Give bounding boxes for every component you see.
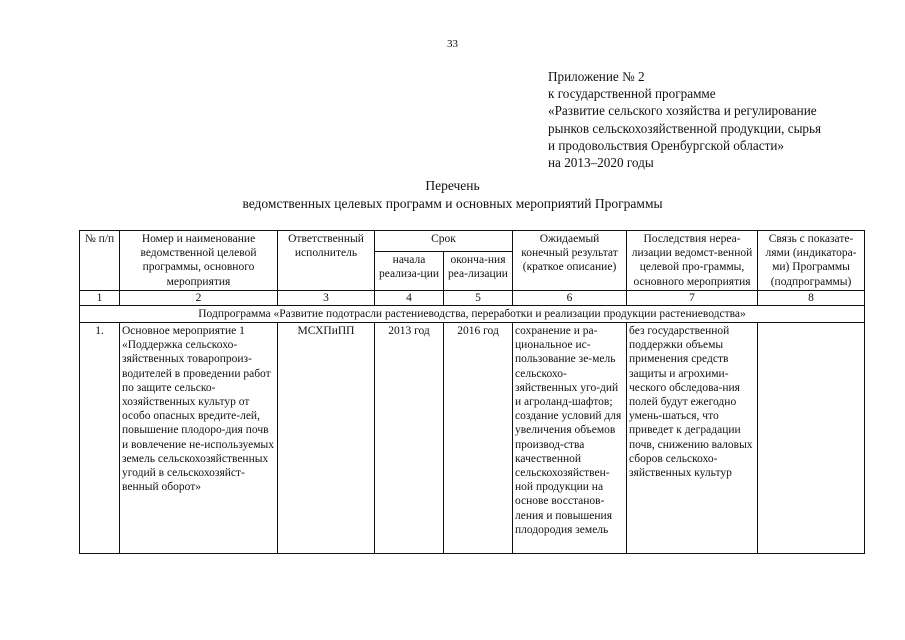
row-start: 2013 год	[375, 323, 444, 554]
row-executor: МСХПиПП	[278, 323, 375, 554]
column-number: 5	[444, 290, 513, 305]
column-number: 4	[375, 290, 444, 305]
column-number: 6	[513, 290, 627, 305]
column-number: 2	[120, 290, 278, 305]
subprogram-title: Подпрограмма «Развитие подотрасли растениеводства, переработки и реализации продукции растениеводства»	[80, 305, 865, 322]
header-term: Срок	[375, 231, 513, 252]
column-number: 1	[80, 290, 120, 305]
row-end: 2016 год	[444, 323, 513, 554]
row-link	[758, 323, 865, 554]
table-row	[80, 323, 865, 554]
appendix-block	[548, 68, 888, 171]
appendix-line: к государственной программе	[548, 86, 716, 102]
appendix-line: и продовольствия Оренбургской области»	[548, 137, 784, 153]
header-num: № п/п	[80, 231, 120, 291]
column-number-row	[80, 290, 865, 305]
header-executor: Ответственный исполнитель	[278, 231, 375, 291]
programs-table	[79, 230, 865, 554]
header-name: Номер и наименование ведомственной целевой программы, основного мероприятия	[120, 231, 278, 291]
header-consequences: Последствия нереа-лизации ведомст-венной целевой про-граммы, основного мероприятия	[627, 231, 758, 291]
subprogram-row	[80, 305, 865, 322]
appendix-line: «Развитие сельского хозяйства и регулирование	[548, 103, 817, 119]
column-number: 8	[758, 290, 865, 305]
header-result: Ожидаемый конечный результат (краткое описание)	[513, 231, 627, 291]
appendix-line: на 2013–2020 годы	[548, 155, 654, 171]
title-line-2: ведомственных целевых программ и основных мероприятий Программы	[242, 196, 663, 211]
column-number: 3	[278, 290, 375, 305]
row-name: Основное мероприятие 1 «Поддержка сельскохо-зяйственных товаропроиз-водителей в проведении работ по защите сельско-хозяйственных культур от особо опасных вредите-лей, повышение плодоро-дия почв и вовлечение не-используемых земель сельскохозяйственных угодий в сельскохозяйст-венный оборот»	[120, 323, 278, 554]
header-link: Связь с показате-лями (индикатора-ми) Программы (подпрограммы)	[758, 231, 865, 291]
page-number: 33	[447, 38, 458, 50]
title-line-1: Перечень	[425, 178, 480, 193]
appendix-line: рынков сельскохозяйственной продукции, сырья	[548, 120, 822, 136]
row-num: 1.	[80, 323, 120, 554]
header-start: начала реализа-ции	[375, 252, 444, 291]
column-number: 7	[627, 290, 758, 305]
document-title	[0, 177, 905, 213]
row-consequences: без государственной поддержки объемы применения средств защиты и агрохими-ческого обследова-ния полей будут ежегодно умень-шаться, что приведет к деградации почв, снижению валовых сборов сельскохо-зяйственных культур	[627, 323, 758, 554]
appendix-line: Приложение № 2	[548, 69, 645, 84]
table-header-row	[80, 231, 865, 252]
row-result: сохранение и ра-циональное ис-пользование зе-мель сельскохо-зяйственных уго-дий и агроланд-шафтов; создание условий для увеличения объемов производ-ства качественной сельскохозяйствен-ной продукции на основе восстанов-ления и повышения плодородия земель	[513, 323, 627, 554]
header-end: оконча-ния реа-лизации	[444, 252, 513, 291]
